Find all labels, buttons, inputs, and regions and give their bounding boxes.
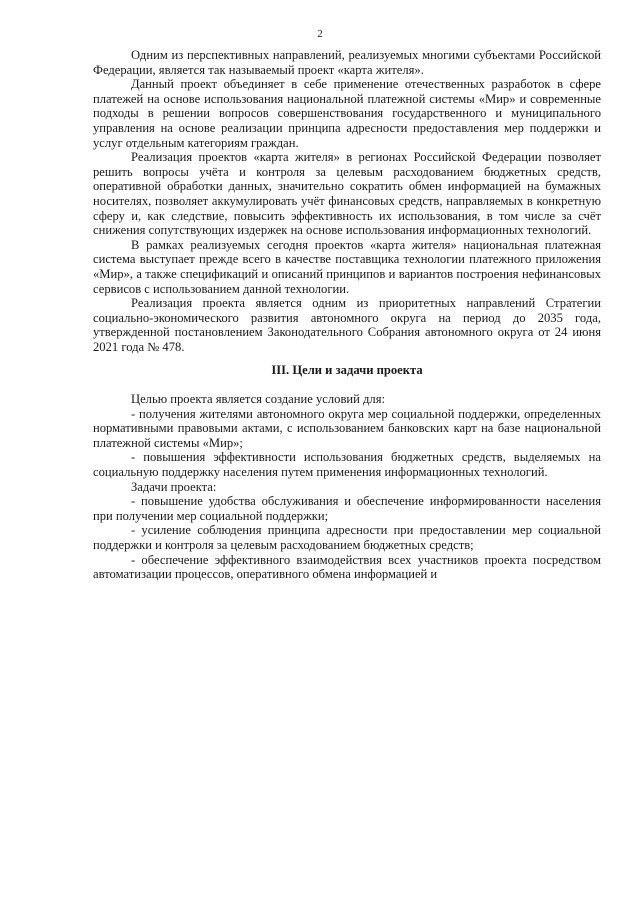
task-item: - обеспечение эффективного взаимодействия всех участников проекта посредством автоматизации процессов, оперативного обмена информацией и xyxy=(93,552,601,582)
page-number: 2 xyxy=(317,28,323,40)
document-body xyxy=(93,48,601,582)
goal-item: - получения жителями автономного округа мер социальной поддержки, определенных нормативными правовыми актами, с использованием банковских карт на базе национальной платежной системы «Мир»; xyxy=(93,406,601,450)
goal-intro: Целью проекта является создание условий для: xyxy=(131,392,385,407)
section-heading: III. Цели и задачи проекта xyxy=(271,363,423,378)
paragraph: Реализация проектов «карта жителя» в регионах Российской Федерации позволяет решить вопросы учёта и контроля за целевым расходованием бюджетных средств, оперативной обработки данных, значительно сократить обмен информацией на бумажных носителях, позволяет аккумулировать учёт финансовых средств, направляемых в конкретную сферу и, как следствие, повысить эффективность их использования, в том числе за счёт снижения сопутствующих издержек на основе использования информационных технологий. xyxy=(93,150,601,238)
task-item: - повышение удобства обслуживания и обеспечение информированности населения при получении мер социальной поддержки; xyxy=(93,494,601,523)
paragraph: Данный проект объединяет в себе применение отечественных разработок в сфере платежей на основе использования национальной платежной системы «Мир» и современные подходы в решении вопросов совершенствования государственного и муниципального управления на основе реализации принципа адресности предоставления мер поддержки и услуг отдельным категориям граждан. xyxy=(93,77,601,150)
tasks-intro: Задачи проекта: xyxy=(131,479,217,494)
goal-item: - повышения эффективности использования бюджетных средств, выделяемых на социальную поддержку населения путем применения информационных технологий. xyxy=(93,450,601,480)
paragraph: Реализация проекта является одним из приоритетных направлений Стратегии социально-экономического развития автономного округа на период до 2035 года, утвержденной постановлением Законодательного Собрания автономного округа от 24 июня 2021 года № 478. xyxy=(93,296,601,354)
task-item: - усиление соблюдения принципа адресности при предоставлении мер социальной поддержки и контроля за целевым расходованием бюджетных средств; xyxy=(93,523,601,552)
paragraph: Одним из перспективных направлений, реализуемых многими субъектами Российской Федерации, является так называемый проект «карта жителя». xyxy=(93,48,601,77)
paragraph: В рамках реализуемых сегодня проектов «карта жителя» национальная платежная система выступает прежде всего в качестве поставщика технологии платежного приложения «Мир», а также спецификаций и описаний принципов и вариантов построения нефинансовых сервисов с использованием данной технологии. xyxy=(93,237,601,296)
